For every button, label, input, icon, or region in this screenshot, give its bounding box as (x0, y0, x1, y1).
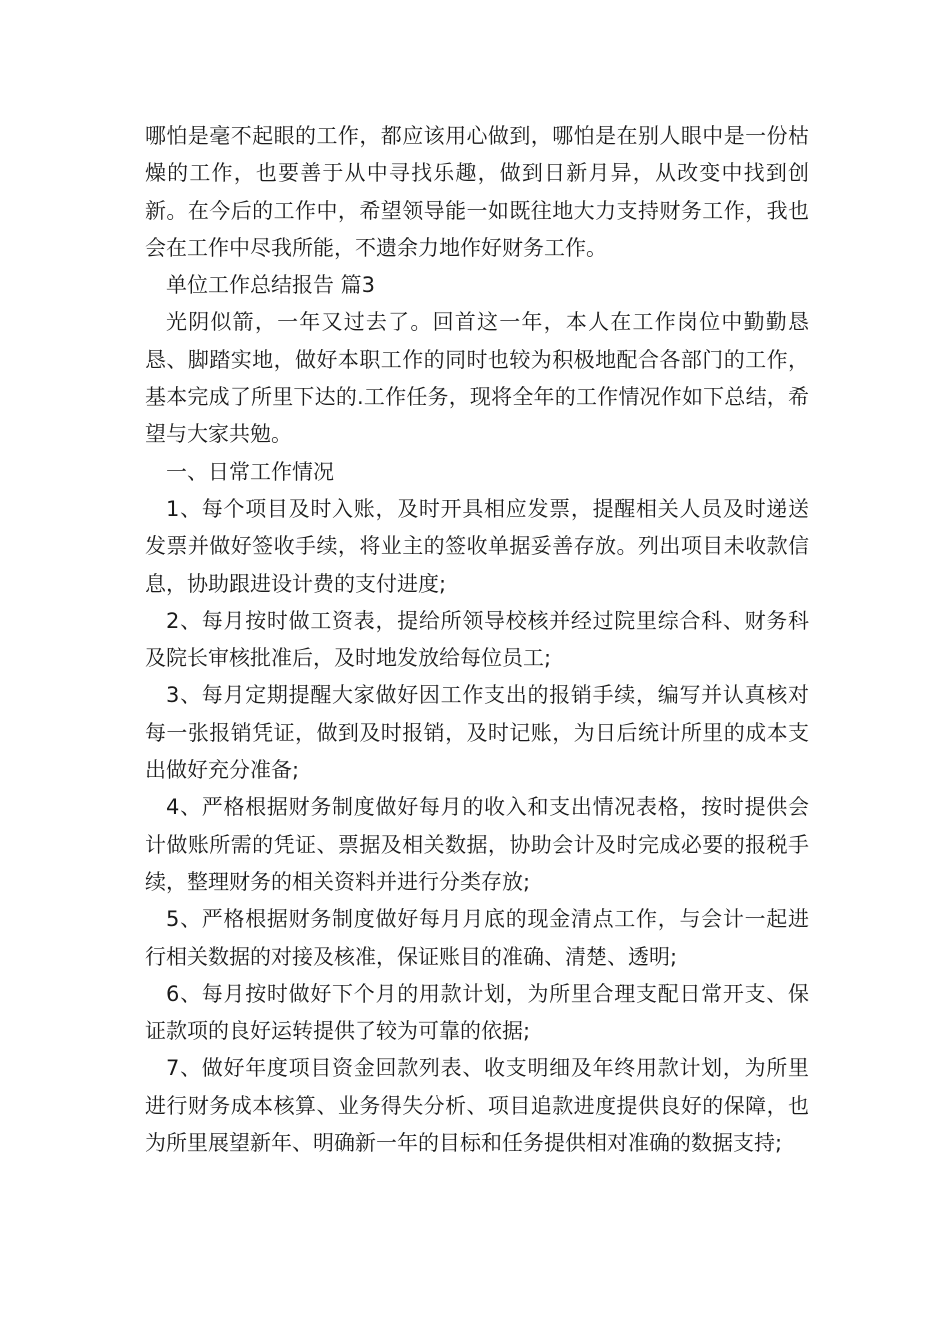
intro-paragraph: 光阴似箭，一年又过去了。回首这一年，本人在工作岗位中勤勤恳恳、脚踏实地，做好本职工作的同时也较为积极地配合各部门的工作，基本完成了所里下达的.工作任务，现将全年的工作情况作如下总结，希望与大家共勉。 (145, 310, 809, 447)
list-item: 3、每月定期提醒大家做好因工作支出的报销手续，编写并认真核对每一张报销凭证，做到及时报销，及时记账，为日后统计所里的成本支出做好充分准备; (145, 683, 809, 783)
list-item: 1、每个项目及时入账，及时开具相应发票，提醒相关人员及时递送发票并做好签收手续，将业主的签收单据妥善存放。列出项目未收款信息，协助跟进设计费的支付进度; (145, 496, 809, 596)
list-item: 6、每月按时做好下个月的用款计划，为所里合理支配日常开支、保证款项的良好运转提供了较为可靠的依据; (145, 981, 809, 1044)
list-item: 2、每月按时做工资表，提给所领导校核并经过院里综合科、财务科及院长审核批准后，及时地发放给每位员工; (145, 608, 809, 671)
section-heading-daily-work: 一、日常工作情况 (166, 459, 334, 484)
list-item: 7、做好年度项目资金回款列表、收支明细及年终用款计划，为所里进行财务成本核算、业务得失分析、项目追款进度提供良好的保障，也为所里展望新年、明确新一年的目标和任务提供相对准确的数据支持; (145, 1056, 809, 1156)
section-title: 单位工作总结报告 篇3 (166, 273, 376, 298)
list-item: 4、严格根据财务制度做好每月的收入和支出情况表格，按时提供会计做账所需的凭证、票据及相关数据，协助会计及时完成必要的报税手续，整理财务的相关资料并进行分类存放; (145, 795, 809, 894)
paragraph-continuation: 哪怕是毫不起眼的工作，都应该用心做到，哪怕是在别人眼中是一份枯燥的工作，也要善于从中寻找乐趣，做到日新月异，从改变中找到创新。在今后的工作中，希望领导能一如既往地大力支持财务工作，我也会在工作中尽我所能，不遗余力地作好财务工作。 (145, 124, 809, 260)
list-item: 5、严格根据财务制度做好每月月底的现金清点工作，与会计一起进行相关数据的对接及核准，保证账目的准确、清楚、透明; (145, 907, 809, 969)
document-body (145, 118, 809, 1162)
